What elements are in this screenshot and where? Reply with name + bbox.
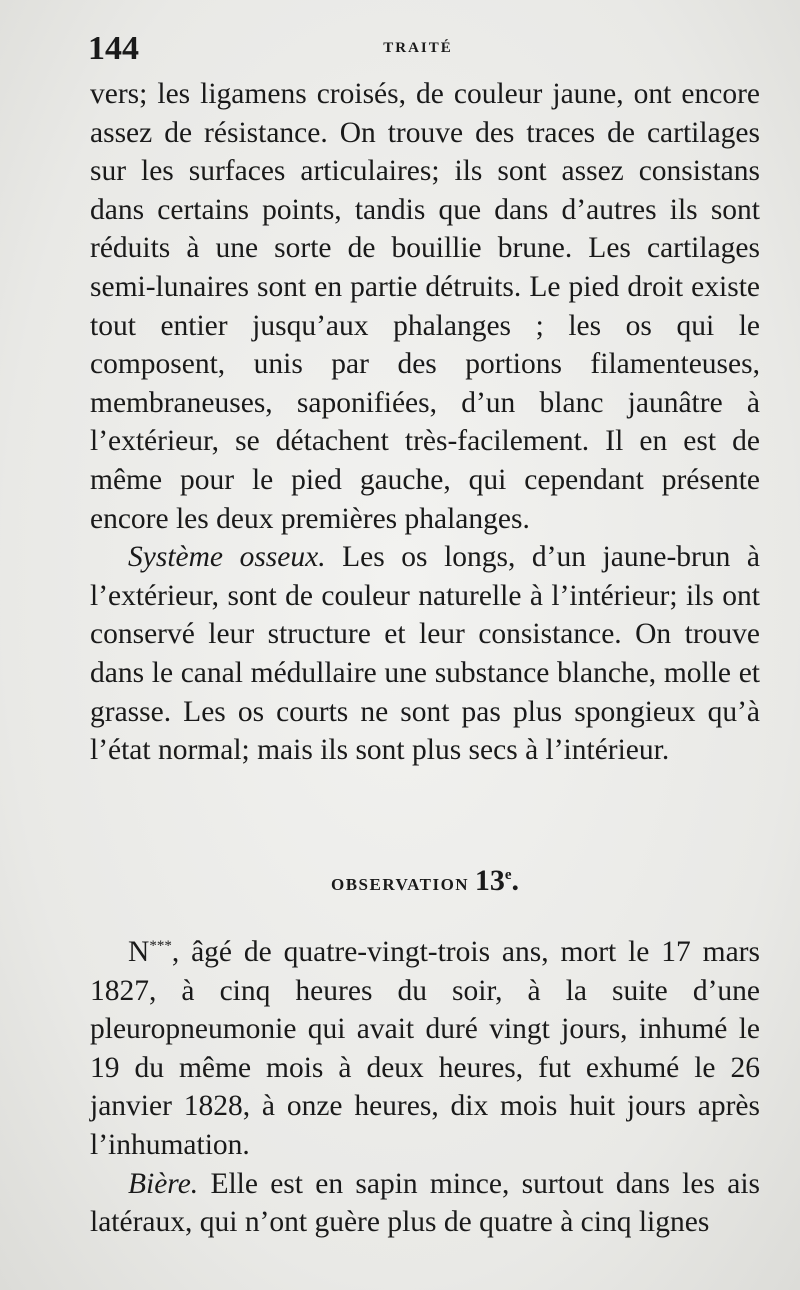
- paragraph-patient-body: , âgé de quatre-vingt-trois ans, mort le 17 mars 1827, à cinq heures du soir, à la suite d’une pleuropneumonie qui avait duré vingt jours, inhumé le 19 du même mois à deux heures, fut exhumé le 26 janvier 1828, à onze heures, dix mois huit jours après l’inhumation.: [90, 936, 760, 1161]
- section-lead-biere: Bière.: [128, 1167, 199, 1200]
- paragraph-ligaments: vers; les ligamens croisés, de couleur jaune, ont encore assez de résistance. On trouve des traces de cartilages sur les surfaces articulaires; ils sont assez consistans dans certains points, tandis que dans d’autres ils sont réduits à une sorte de bouillie brune. Les cartilages semi-lunaires sont en partie détruits. Le pied droit existe tout entier jusqu’aux phalanges ; les os qui le composent, unis par des portions filamenteuses, membraneuses, saponifiées, d’un blanc jaunâtre à l’extérieur, se détachent très-facilement. Il en est de même pour le pied gauche, qui cependant présente encore les deux premières phalanges.: [90, 78, 760, 535]
- patient-name: N: [128, 936, 150, 968]
- text-block-upper: [90, 75, 760, 770]
- observation-label: OBSERVATION: [330, 875, 470, 894]
- paragraph-biere: [90, 1165, 760, 1242]
- paragraph-patient: [90, 933, 760, 1165]
- observation-number: 13e.: [474, 864, 519, 897]
- section-lead-systeme-osseux: Système osseux.: [128, 541, 326, 574]
- text-block-lower: [90, 933, 760, 1242]
- paragraph-systeme-osseux: [90, 538, 760, 770]
- paragraph-biere-body: Elle est en sapin mince, surtout dans les ais latéraux, qui n’ont guère plus de quatre à cinq lignes: [90, 1167, 760, 1239]
- observation-suffix: e: [504, 867, 512, 883]
- patient-name-sup: ***: [149, 938, 172, 955]
- page-header: [88, 30, 760, 70]
- running-title: TRAITÉ: [383, 40, 453, 56]
- observation-heading: [90, 864, 760, 898]
- paragraph-systeme-osseux-body: Les os longs, d’un jaune-brun à l’extérieur, sont de couleur naturelle à l’intérieur; ils ont conservé leur structure et leur consistance. On trouve dans le canal médullaire une substance blanche, molle et grasse. Les os courts ne sont pas plus spongieux qu’à l’état normal; mais ils sont plus secs à l’intérieur.: [90, 541, 760, 767]
- page-number: 144: [88, 30, 139, 67]
